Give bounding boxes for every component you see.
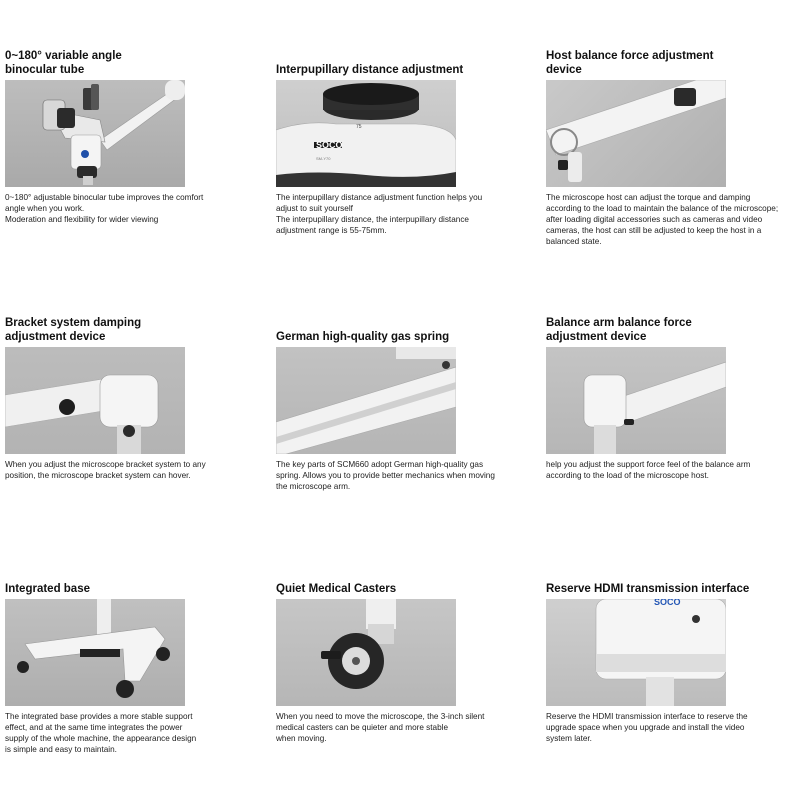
feature-title: 0~180° variable angle binocular tube bbox=[5, 50, 122, 76]
feature-description: Reserve the HDMI transmission interface to reserve the upgrade space when you upgrade and install the video system later. bbox=[546, 712, 748, 743]
casters-photo bbox=[276, 599, 456, 706]
binocular-tube-photo bbox=[5, 80, 185, 187]
photo-scale-text: 75 bbox=[356, 124, 362, 130]
bracket-damping-photo bbox=[5, 347, 185, 454]
balance-arm-photo bbox=[546, 347, 726, 454]
feature-description: The microscope host can adjust the torque and damping according to the load to maintain the balance of the microscope; after loading digital accessories such as cameras and video cameras, the host can still be adjusted to keep the host in a balanced state. bbox=[546, 193, 779, 246]
feature-description: The interpupillary distance adjustment function helps you adjust to suit yourself The interpupillary distance, the interpupillary distance adjustment range is 55-75mm. bbox=[276, 193, 483, 235]
interpupillary-knob-photo bbox=[276, 80, 456, 187]
feature-title: Bracket system damping adjustment device bbox=[5, 317, 142, 343]
feature-title: Balance arm balance force adjustment device bbox=[546, 317, 692, 343]
feature-title: Interpupillary distance adjustment bbox=[276, 64, 464, 76]
photo-model-text: SM-Y70 bbox=[316, 156, 331, 161]
feature-host-balance bbox=[546, 47, 796, 247]
feature-title: Quiet Medical Casters bbox=[276, 583, 397, 595]
feature-description: 0~180° adjustable binocular tube improves the comfort angle when you work. Moderation and flexibility for wider viewing bbox=[5, 193, 204, 224]
feature-hdmi bbox=[546, 566, 796, 744]
feature-title: Reserve HDMI transmission interface bbox=[546, 583, 750, 595]
feature-title: Host balance force adjustment device bbox=[546, 50, 714, 76]
feature-integrated-base bbox=[5, 566, 255, 755]
feature-title: German high-quality gas spring bbox=[276, 331, 450, 343]
feature-interpupillary bbox=[276, 47, 526, 236]
photo-brand-text: SOCO bbox=[316, 140, 343, 150]
feature-description: help you adjust the support force feel of the balance arm according to the load of the microscope host. bbox=[546, 460, 751, 480]
integrated-base-photo bbox=[5, 599, 185, 706]
feature-quiet-casters bbox=[276, 566, 526, 744]
gas-spring-photo bbox=[276, 347, 456, 454]
feature-binocular-tube bbox=[5, 47, 255, 225]
feature-description: When you need to move the microscope, the 3-inch silent medical casters can be quieter and more stable when moving. bbox=[276, 712, 485, 743]
hdmi-interface-photo bbox=[546, 599, 726, 706]
photo-brand-text: SOCO bbox=[654, 599, 681, 607]
feature-title: Integrated base bbox=[5, 583, 90, 595]
feature-gas-spring bbox=[276, 314, 526, 492]
feature-description: The key parts of SCM660 adopt German high-quality gas spring. Allows you to provide better mechanics when moving the microscope arm. bbox=[276, 460, 495, 491]
feature-description: The integrated base provides a more stable support effect, and at the same time integrates the power supply of the whole machine, the appearance design is simple and easy to maintain. bbox=[5, 712, 197, 754]
feature-description: When you adjust the microscope bracket system to any position, the microscope bracket system can hover. bbox=[5, 460, 206, 480]
feature-bracket-damping bbox=[5, 314, 255, 481]
feature-balance-arm bbox=[546, 314, 796, 481]
host-balance-photo bbox=[546, 80, 726, 187]
